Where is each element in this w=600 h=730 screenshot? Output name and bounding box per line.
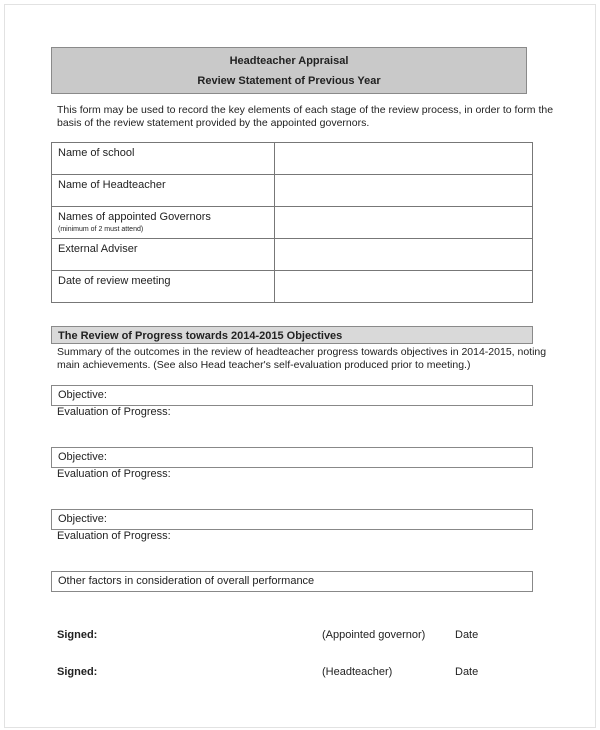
row-label: Names of appointed Governors bbox=[58, 211, 211, 223]
row-note: (minimum of 2 must attend) bbox=[58, 226, 144, 233]
signed-label-governor: Signed: bbox=[57, 629, 98, 641]
date-label-governor: Date bbox=[455, 629, 479, 641]
evaluation-label-2: Evaluation of Progress: bbox=[57, 468, 171, 480]
title-banner bbox=[51, 47, 527, 94]
headteacher-name-field[interactable] bbox=[275, 175, 533, 207]
role-headteacher: (Headteacher) bbox=[322, 666, 393, 678]
signed-label-headteacher: Signed: bbox=[57, 666, 98, 678]
governors-field[interactable] bbox=[275, 207, 533, 239]
evaluation-label-3: Evaluation of Progress: bbox=[57, 530, 171, 542]
external-adviser-field[interactable] bbox=[275, 239, 533, 271]
table-row bbox=[52, 143, 533, 175]
role-governor: (Appointed governor) bbox=[322, 629, 426, 641]
other-factors-field[interactable]: Other factors in consideration of overall performance bbox=[51, 571, 533, 592]
row-label-cell bbox=[52, 207, 275, 239]
table-row bbox=[52, 239, 533, 271]
school-name-field[interactable] bbox=[275, 143, 533, 175]
intro-line-1: This form may be used to record the key elements of each stage of the review process, in order to form the bbox=[57, 104, 554, 116]
objective-field-1[interactable]: Objective: bbox=[51, 385, 533, 406]
summary-line-2: main achievements. (See also Head teacher's self-evaluation produced prior to meeting.) bbox=[57, 359, 471, 371]
table-row bbox=[52, 271, 533, 303]
table-row bbox=[52, 175, 533, 207]
section-heading: The Review of Progress towards 2014-2015 Objectives bbox=[51, 326, 533, 344]
row-label: Name of Headteacher bbox=[52, 175, 275, 207]
row-label: Date of review meeting bbox=[52, 271, 275, 303]
form-title: Headteacher Appraisal bbox=[229, 55, 349, 67]
intro-line-2: basis of the review statement provided by the appointed governors. bbox=[57, 117, 370, 129]
row-label: External Adviser bbox=[52, 239, 275, 271]
evaluation-label-1: Evaluation of Progress: bbox=[57, 406, 171, 418]
review-date-field[interactable] bbox=[275, 271, 533, 303]
details-table bbox=[51, 142, 533, 303]
form-subtitle: Review Statement of Previous Year bbox=[197, 75, 381, 87]
table-row bbox=[52, 207, 533, 239]
objective-field-2[interactable]: Objective: bbox=[51, 447, 533, 468]
date-label-headteacher: Date bbox=[455, 666, 479, 678]
row-label: Name of school bbox=[52, 143, 275, 175]
summary-line-1: Summary of the outcomes in the review of headteacher progress towards objectives in 2014-2015, noting bbox=[57, 346, 547, 358]
objective-field-3[interactable]: Objective: bbox=[51, 509, 533, 530]
